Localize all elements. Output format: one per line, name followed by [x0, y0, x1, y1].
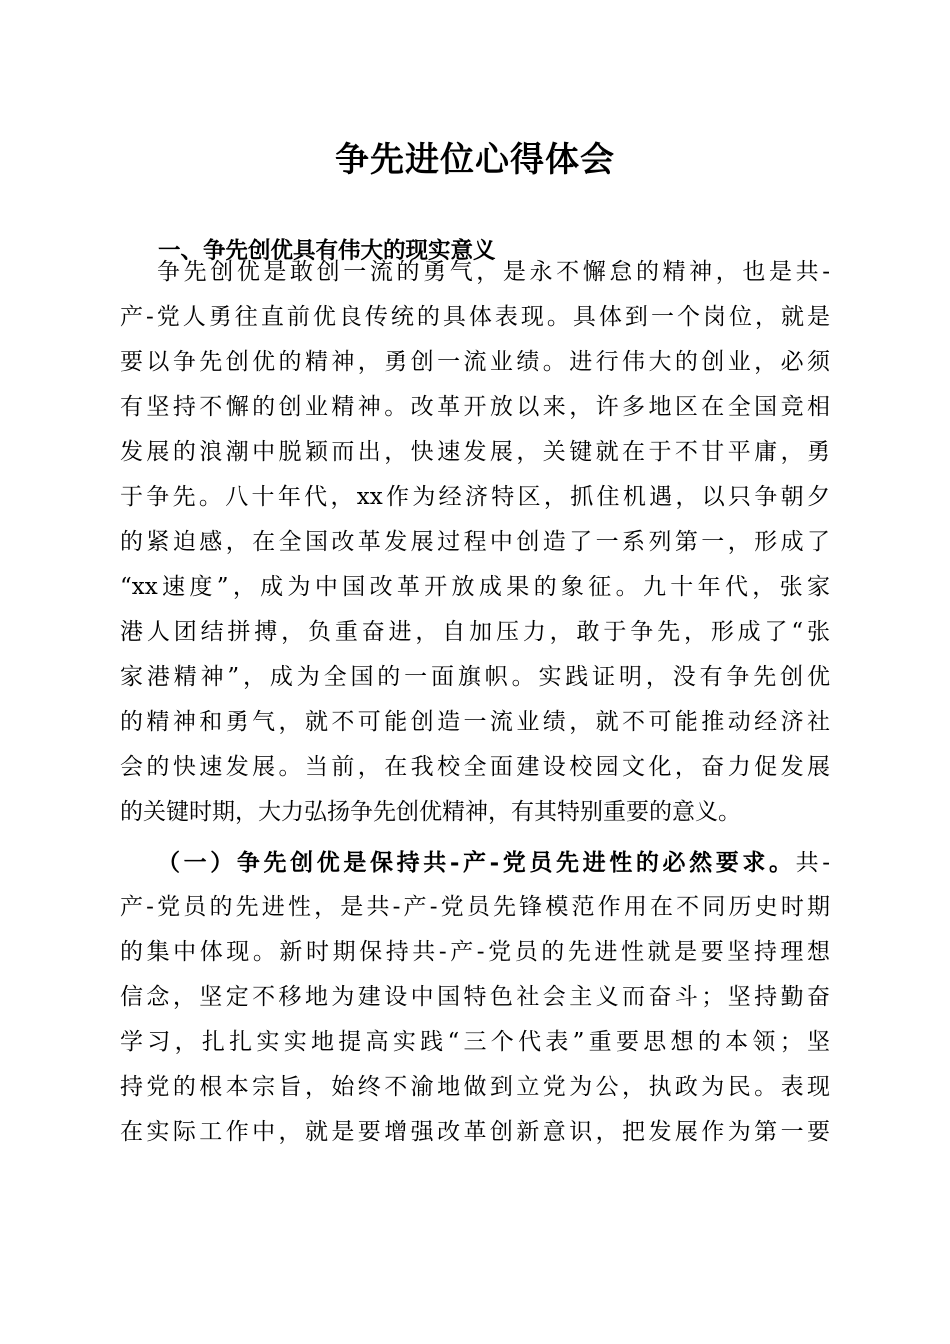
subsection-lead: （一）争先创优是保持共-产-党员先进性的必然要求。 — [157, 849, 796, 876]
paragraph-line: 的精神和勇气，就不可能创造一流业绩，就不可能推动经济社 — [120, 709, 830, 735]
paragraph-line: 学习，扎扎实实地提高实践“三个代表”重要思想的本领；坚 — [120, 1029, 830, 1055]
paragraph-line: 会的快速发展。当前，在我校全面建设校园文化，奋力促发展 — [120, 754, 830, 780]
paragraph-line: “xx速度”，成为中国改革开放成果的象征。九十年代，张家 — [120, 574, 830, 600]
paragraph-line-tail: 共- — [795, 850, 831, 876]
paragraph-line: 产-党员的先进性，是共-产-党员先锋模范作用在不同历史时期 — [120, 894, 830, 920]
paragraph-line: 家港精神”，成为全国的一面旗帜。实践证明，没有争先创优 — [120, 664, 830, 690]
paragraph-line: 的集中体现。新时期保持共-产-党员的先进性就是要坚持理想 — [120, 939, 830, 965]
section-heading: 一、争先创优具有伟大的现实意义 — [158, 238, 496, 264]
paragraph-1 — [120, 250, 830, 835]
paragraph-line: 港人团结拼搏，负重奋进，自加压力，敢于争先，形成了“张 — [120, 619, 830, 645]
paragraph-line: 争先创优是敢创一流的勇气，是永不懈怠的精神，也是共- — [157, 259, 830, 285]
paragraph-line — [120, 840, 830, 885]
paragraph-line: 信念，坚定不移地为建设中国特色社会主义而奋斗；坚持勤奋 — [120, 984, 830, 1010]
paragraph-line: 发展的浪潮中脱颖而出，快速发展，关键就在于不甘平庸，勇 — [120, 439, 830, 465]
paragraph-line: 的紧迫感，在全国改革发展过程中创造了一系列第一，形成了 — [120, 529, 830, 555]
paragraph-line: 有坚持不懈的创业精神。改革开放以来，许多地区在全国竞相 — [120, 394, 830, 420]
paragraph-2 — [120, 840, 830, 1155]
paragraph-line: 于争先。八十年代，xx作为经济特区，抓住机遇，以只争朝夕 — [120, 484, 830, 510]
document-title: 争先进位心得体会 — [335, 140, 615, 180]
paragraph-line: 持党的根本宗旨，始终不渝地做到立党为公，执政为民。表现 — [120, 1074, 830, 1100]
paragraph-line: 要以争先创优的精神，勇创一流业绩。进行伟大的创业，必须 — [120, 349, 830, 375]
paragraph-line: 的关键时期，大力弘扬争先创优精神，有其特别重要的意义。 — [120, 799, 741, 825]
paragraph-line: 在实际工作中，就是要增强改革创新意识，把发展作为第一要 — [120, 1119, 830, 1145]
paragraph-line: 产-党人勇往直前优良传统的具体表现。具体到一个岗位，就是 — [120, 304, 830, 330]
